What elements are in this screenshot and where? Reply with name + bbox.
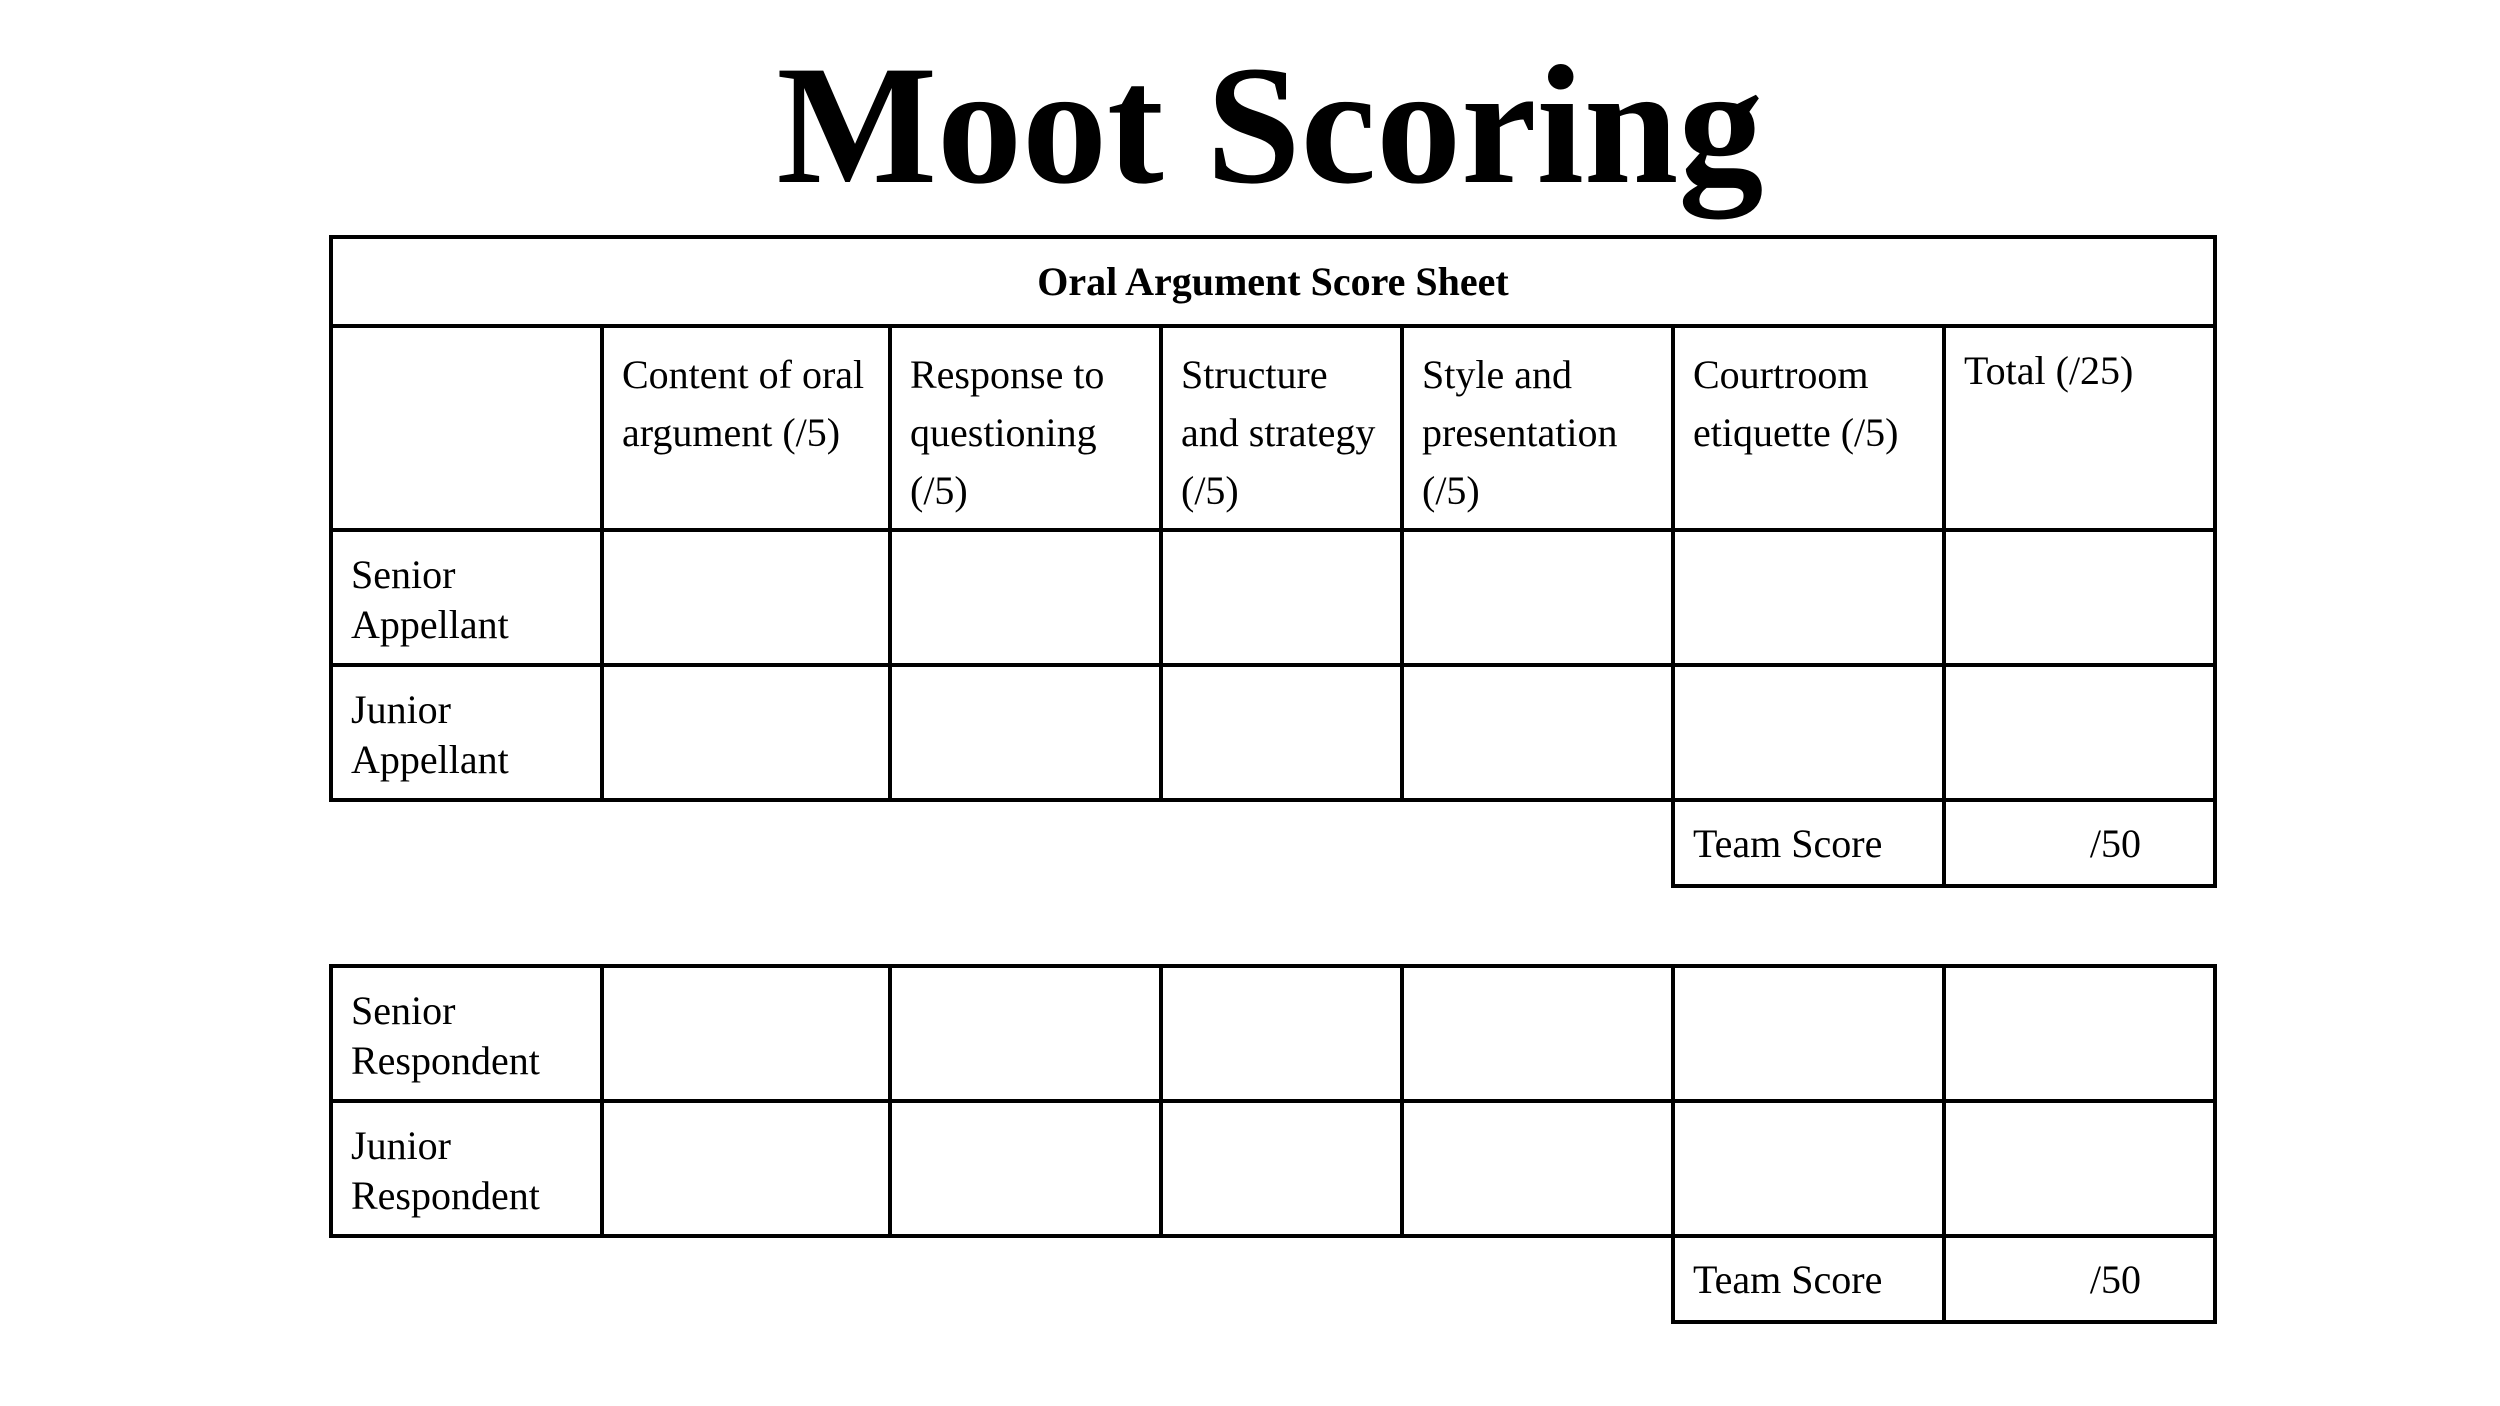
appellant-score-table bbox=[329, 235, 2217, 888]
team-score-label: Team Score bbox=[1673, 1236, 1944, 1322]
score-cell-structure[interactable] bbox=[1161, 530, 1402, 665]
row-label: Junior Respondent bbox=[331, 1101, 602, 1236]
score-cell-content[interactable] bbox=[602, 665, 890, 800]
score-cell-etiquette[interactable] bbox=[1673, 530, 1944, 665]
score-sheet-caption: Oral Argument Score Sheet bbox=[331, 237, 2215, 326]
score-cell-etiquette[interactable] bbox=[1673, 665, 1944, 800]
header-style: Style and presentation (/5) bbox=[1402, 326, 1673, 530]
team-score-value[interactable]: /50 bbox=[1944, 1236, 2215, 1322]
score-cell-content[interactable] bbox=[602, 530, 890, 665]
score-row-junior-respondent bbox=[331, 1101, 2215, 1236]
team-score-row-appellant bbox=[331, 800, 2215, 886]
team-score-value[interactable]: /50 bbox=[1944, 800, 2215, 886]
score-row-junior-appellant bbox=[331, 665, 2215, 800]
row-label: Senior Respondent bbox=[331, 966, 602, 1101]
score-cell-content[interactable] bbox=[602, 966, 890, 1101]
score-cell-response[interactable] bbox=[890, 665, 1161, 800]
score-cell-structure[interactable] bbox=[1161, 1101, 1402, 1236]
header-etiquette: Courtroom etiquette (/5) bbox=[1673, 326, 1944, 530]
header-total: Total (/25) bbox=[1944, 326, 2215, 530]
score-cell-total[interactable] bbox=[1944, 966, 2215, 1101]
header-response: Response to questioning (/5) bbox=[890, 326, 1161, 530]
header-corner-cell bbox=[331, 326, 602, 530]
team-score-row-respondent bbox=[331, 1236, 2215, 1322]
score-cell-response[interactable] bbox=[890, 966, 1161, 1101]
score-cell-total[interactable] bbox=[1944, 530, 2215, 665]
header-structure: Structure and strategy (/5) bbox=[1161, 326, 1402, 530]
row-label: Senior Appellant bbox=[331, 530, 602, 665]
score-cell-style[interactable] bbox=[1402, 966, 1673, 1101]
score-cell-etiquette[interactable] bbox=[1673, 1101, 1944, 1236]
score-cell-style[interactable] bbox=[1402, 665, 1673, 800]
score-cell-total[interactable] bbox=[1944, 1101, 2215, 1236]
score-row-senior-appellant bbox=[331, 530, 2215, 665]
score-cell-content[interactable] bbox=[602, 1101, 890, 1236]
page-title: Moot Scoring bbox=[776, 31, 1764, 219]
score-cell-total[interactable] bbox=[1944, 665, 2215, 800]
respondent-score-table bbox=[329, 964, 2217, 1324]
score-cell-structure[interactable] bbox=[1161, 966, 1402, 1101]
row-label: Junior Appellant bbox=[331, 665, 602, 800]
header-content: Content of oral argument (/5) bbox=[602, 326, 890, 530]
score-cell-response[interactable] bbox=[890, 530, 1161, 665]
score-cell-style[interactable] bbox=[1402, 530, 1673, 665]
score-cell-structure[interactable] bbox=[1161, 665, 1402, 800]
team-score-label: Team Score bbox=[1673, 800, 1944, 886]
score-row-senior-respondent bbox=[331, 966, 2215, 1101]
score-cell-response[interactable] bbox=[890, 1101, 1161, 1236]
score-cell-etiquette[interactable] bbox=[1673, 966, 1944, 1101]
score-cell-style[interactable] bbox=[1402, 1101, 1673, 1236]
